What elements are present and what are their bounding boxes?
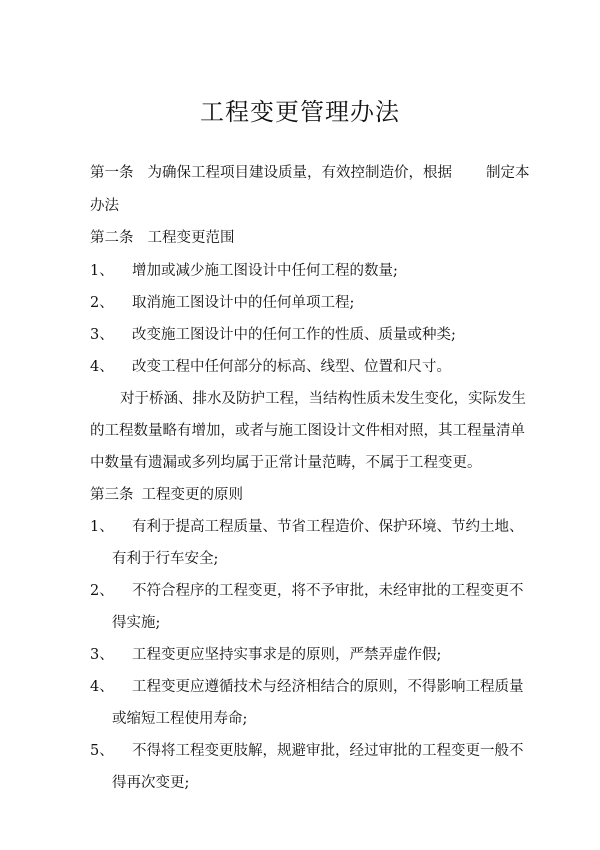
item-text: 工程变更应坚持实事求是的原则，严禁弄虚作假;: [132, 647, 442, 663]
article-1-line-2: 办法: [90, 198, 119, 214]
article-1-text: 为确保工程项目建设质量，有效控制造价，根据: [147, 165, 452, 181]
article-1-text-tail: 制定本: [486, 165, 530, 181]
document-title: 工程变更管理办法: [200, 98, 400, 126]
article-1-label: 第一条: [90, 165, 134, 181]
item-text: 取消施工图设计中的任何单项工程;: [132, 295, 355, 311]
article-2-note-line-1: 对于桥涵、排水及防护工程，当结构性质未发生变化，实际发生: [120, 391, 526, 407]
item-text: 有利于提高工程质量、节省工程造价、保护环境、节约土地、: [132, 519, 524, 535]
item-text: 增加或减少施工图设计中任何工程的数量;: [132, 263, 398, 279]
article-3-item-2-line-1: [90, 581, 524, 601]
article-3-heading: 工程变更的原则: [141, 487, 243, 503]
article-1-line-1: [90, 163, 530, 183]
article-2-heading: 工程变更范围: [147, 230, 235, 246]
item-number: 2、: [90, 583, 114, 599]
article-3-item-4-line-2: 或缩短工程使用寿命;: [112, 711, 248, 727]
article-2-note-line-2: 的工程数量略有增加，或者与施工图设计文件相对照，其工程量清单: [90, 423, 525, 439]
article-3-item-2-line-2: 得实施;: [112, 615, 161, 631]
article-2-item-2: [90, 293, 354, 313]
item-text: 改变施工图设计中的任何工作的性质、质量或种类;: [132, 327, 456, 343]
article-3-item-4-line-1: [90, 677, 524, 697]
item-number: 3、: [90, 327, 114, 343]
item-number: 2、: [90, 295, 114, 311]
item-number: 1、: [90, 519, 114, 535]
item-number: 1、: [90, 263, 114, 279]
article-3-item-5-line-1: [90, 741, 524, 761]
article-2-label: 第二条: [90, 230, 134, 246]
article-2-item-4: [90, 357, 451, 377]
article-2-note-line-3: 中数量有遗漏或多列均属于正常计量范畴，不属于工程变更。: [90, 455, 482, 471]
item-text: 不符合程序的工程变更，将不予审批，未经审批的工程变更不: [132, 583, 524, 599]
article-2-heading-line: [90, 228, 235, 248]
item-number: 4、: [90, 679, 114, 695]
article-3-item-5-line-2: 得再次变更;: [112, 775, 190, 791]
item-text: 不得将工程变更肢解，规避审批，经过审批的工程变更一般不: [132, 743, 524, 759]
article-2-item-1: [90, 261, 398, 281]
item-number: 4、: [90, 359, 114, 375]
item-text: 工程变更应遵循技术与经济相结合的原则，不得影响工程质量: [132, 679, 524, 695]
article-3-item-1-line-2: 有利于行车安全;: [112, 551, 219, 567]
item-number: 5、: [90, 743, 114, 759]
item-text: 改变工程中任何部分的标高、线型、位置和尺寸。: [132, 359, 451, 375]
article-3-item-1-line-1: [90, 517, 524, 537]
article-3-heading-line: [90, 485, 243, 505]
article-2-item-3: [90, 325, 456, 345]
article-3-item-3-line-1: [90, 645, 441, 665]
item-number: 3、: [90, 647, 114, 663]
article-3-label: 第三条: [90, 487, 134, 503]
